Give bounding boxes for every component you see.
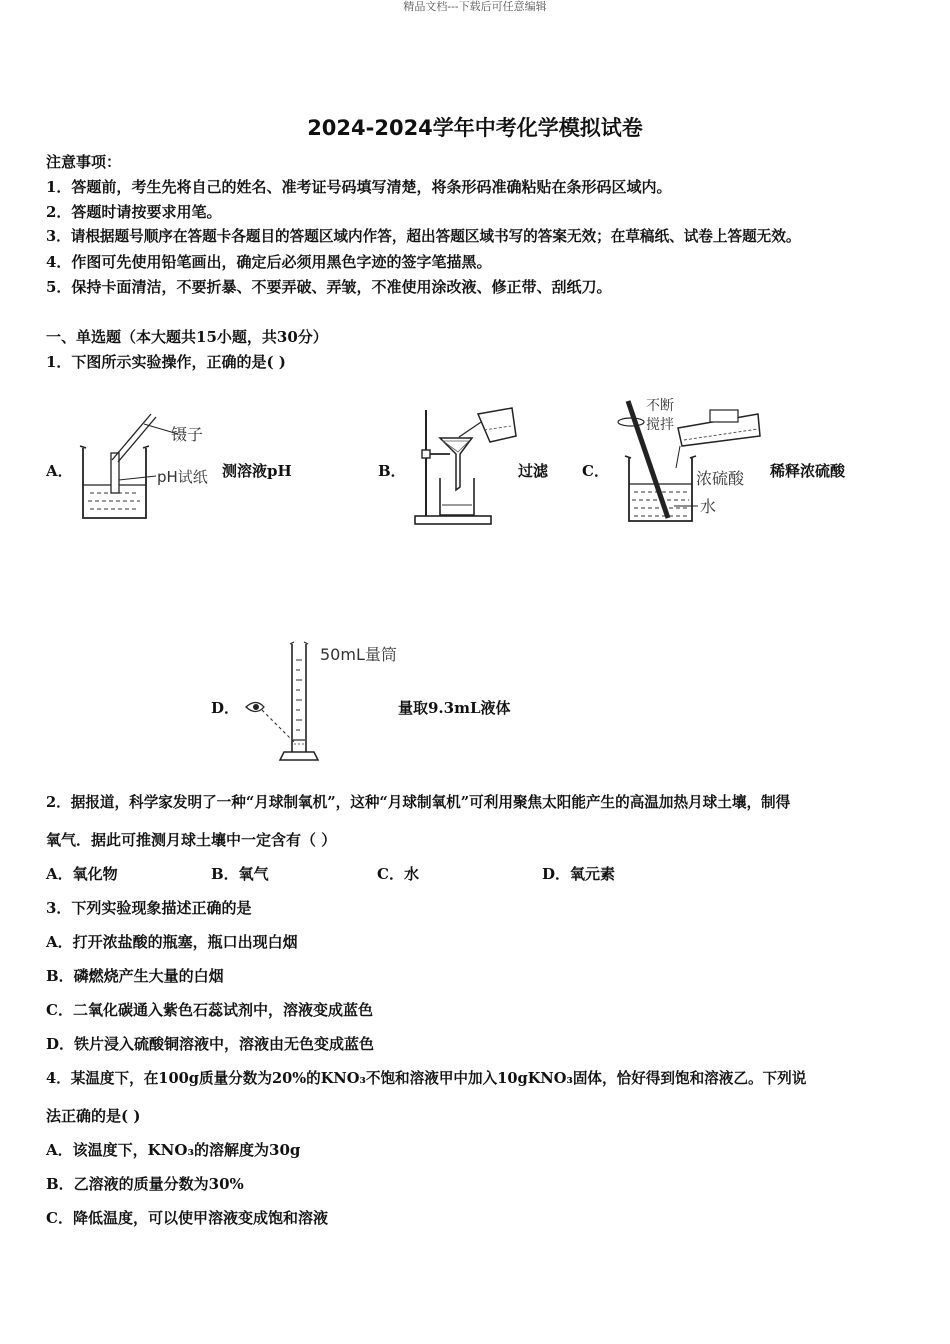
acid-label: 浓硫酸 [696, 469, 745, 488]
q4-option-c: C．降低温度，可以使甲溶液变成饱和溶液 [46, 1209, 328, 1227]
water-label: 水 [700, 497, 717, 516]
notes-heading: 注意事项： [46, 153, 122, 171]
stir-label-1: 不断 [646, 398, 674, 414]
question-4-stem-line1: 4．某温度下，在100g质量分数为20%的KNO₃不饱和溶液甲中加入10gKNO₃固体，恰好得到饱和溶液乙。下列说 [46, 1070, 807, 1087]
note-item: 2．答题时请按要求用笔。 [46, 203, 222, 221]
q2-option-b: B．氧气 [211, 865, 269, 883]
dilution-diagram [612, 396, 777, 526]
note-item: 1．答题前，考生先将自己的姓名、准考证号码填写清楚，将条形码准确粘贴在条形码区域内。 [46, 178, 672, 196]
option-d-letter: D． [211, 699, 240, 717]
q3-option-c: C．二氧化碳通入紫色石蕊试剂中，溶液变成蓝色 [46, 1001, 373, 1019]
q4-option-b: B．乙溶液的质量分数为30% [46, 1175, 244, 1193]
q2-option-c: C．水 [377, 865, 419, 883]
note-item: 4．作图可先使用铅笔画出，确定后必须用黑色字迹的签字笔描黑。 [46, 253, 492, 271]
option-b-letter: B． [378, 462, 406, 480]
question-3-stem: 3．下列实验现象描述正确的是 [46, 899, 252, 917]
question-1-stem: 1．下图所示实验操作，正确的是( ) [46, 353, 286, 371]
note-item: 3．请根据题号顺序在答题卡各题目的答题区域内作答，超出答题区域书写的答案无效；在草稿纸、试卷上答题无效。 [46, 228, 801, 245]
q2-option-d: D．氧元素 [542, 865, 616, 883]
option-c-caption: 稀释浓硫酸 [770, 462, 846, 480]
ph-test-diagram [78, 410, 218, 525]
q3-option-b: B．磷燃烧产生大量的白烟 [46, 967, 224, 985]
option-d-caption: 量取9.3mL液体 [398, 699, 511, 717]
option-a-caption: 测溶液pH [222, 462, 292, 480]
question-2-stem-line2: 氧气．据此可推测月球土壤中一定含有（ ） [46, 831, 337, 849]
option-b-caption: 过滤 [518, 462, 549, 480]
page-header: 精品文档---下载后可任意编辑 [403, 0, 547, 13]
q3-option-d: D．铁片浸入硫酸铜溶液中，溶液由无色变成蓝色 [46, 1035, 375, 1053]
graduated-cylinder-diagram [238, 640, 408, 765]
q3-option-a: A．打开浓盐酸的瓶塞，瓶口出现白烟 [46, 933, 298, 951]
question-2-stem-line1: 2．据报道，科学家发明了一种“月球制氧机”，这种“月球制氧机”可利用聚焦太阳能产生的高温加热月球土壤，制得 [46, 794, 791, 811]
option-a-letter: A． [46, 462, 73, 480]
section-heading: 一、单选题（本大题共15小题，共30分） [46, 328, 328, 346]
option-c-letter: C． [582, 462, 609, 480]
page-title: 2024-2024学年中考化学模拟试卷 [307, 116, 643, 140]
ph-paper-label: pH试纸 [157, 468, 208, 486]
filtration-diagram [410, 402, 520, 527]
tweezers-label: 镊子 [171, 425, 204, 444]
q4-option-a: A．该温度下，KNO₃的溶解度为30g [46, 1141, 301, 1159]
cylinder-label: 50mL量筒 [320, 645, 397, 664]
q2-option-a: A．氧化物 [46, 865, 118, 883]
stir-label-2: 搅拌 [646, 417, 674, 433]
question-4-stem-line2: 法正确的是( ) [46, 1107, 141, 1125]
note-item: 5．保持卡面清洁，不要折暴、不要弄破、弄皱，不准使用涂改液、修正带、刮纸刀。 [46, 278, 612, 296]
